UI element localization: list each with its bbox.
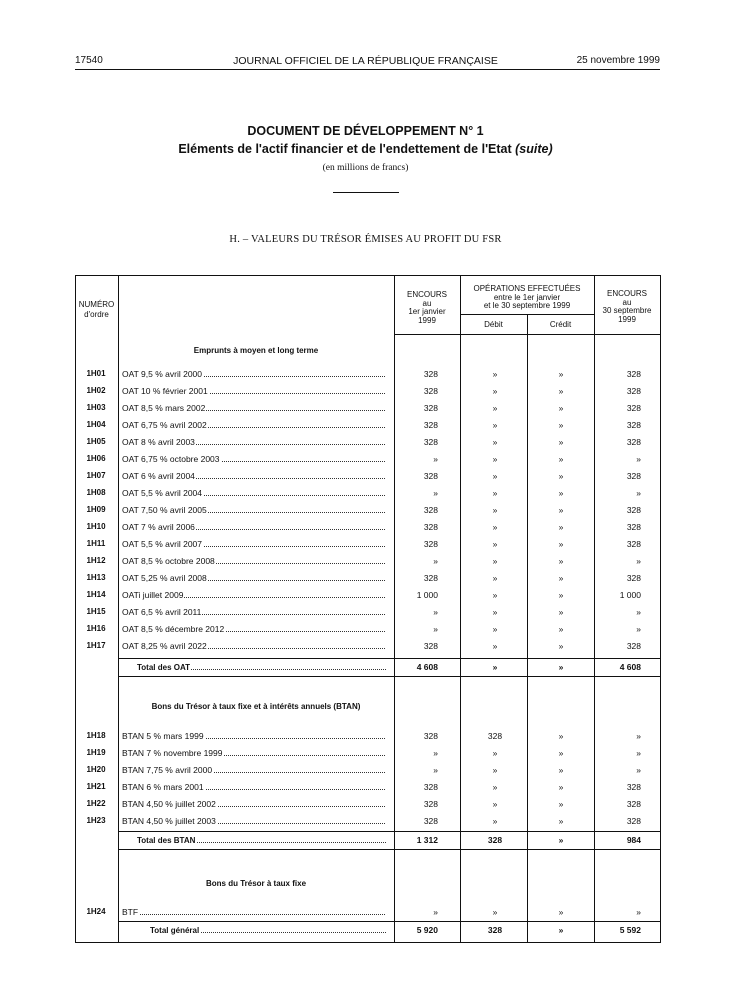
row-code: 1H13 (86, 573, 106, 582)
cell-debit: » (492, 420, 498, 430)
publication-date: 25 novembre 1999 (576, 55, 660, 66)
row-code: 1H08 (86, 488, 106, 497)
cell-debit: » (492, 607, 498, 617)
cell-debit: » (492, 539, 498, 549)
cell-credit: » (558, 539, 564, 549)
cell-debit: » (492, 488, 498, 498)
cell-credit: » (558, 573, 564, 583)
row-label-text: OAT 5,5 % avril 2004 (122, 488, 203, 498)
row-label (122, 385, 387, 397)
column-header-credit: Crédit (549, 320, 572, 329)
cell-credit: » (558, 590, 564, 600)
total-label (150, 924, 388, 936)
row-label-text: OAT 10 % février 2001 (122, 386, 208, 396)
row-code: 1H20 (86, 765, 106, 774)
total-encours-fin: 984 (626, 835, 641, 845)
cell-credit: » (558, 782, 564, 792)
cell-credit: » (558, 386, 564, 396)
total-label-text: Total des BTAN (137, 836, 196, 845)
table-left-rule (75, 275, 76, 942)
subtitle-text: Eléments de l'actif financier et de l'endettement de l'Etat (178, 142, 512, 156)
cell-credit: » (558, 907, 564, 917)
row-label (122, 798, 387, 810)
row-label-text: OAT 6,75 % octobre 2003 (122, 454, 220, 464)
cell-encours-fin: 328 (626, 505, 641, 515)
cell-encours-fin: » (636, 454, 641, 464)
cell-debit: » (492, 556, 498, 566)
row-code: 1H04 (86, 420, 106, 429)
cell-credit: » (558, 748, 564, 758)
cell-encours-debut: 328 (423, 369, 438, 379)
column-header-operations: OPÉRATIONS EFFECTUÉES entre le 1er janvier et le 30 septembre 1999 (473, 284, 581, 310)
cell-credit: » (558, 369, 564, 379)
cell-encours-fin: » (636, 748, 641, 758)
row-label (122, 402, 387, 414)
row-code: 1H24 (86, 907, 106, 916)
group-title: Emprunts à moyen et long terme (193, 346, 319, 355)
document-subtitle (0, 142, 731, 156)
cell-encours-fin: 328 (626, 573, 641, 583)
row-label-text: OAT 8 % avril 2003 (122, 437, 195, 447)
total-debit: 328 (487, 835, 503, 845)
cell-encours-debut: » (433, 454, 438, 464)
cell-encours-fin: 328 (626, 799, 641, 809)
total-label-text: Total des OAT (137, 663, 191, 672)
cell-credit: » (558, 437, 564, 447)
cell-encours-debut: » (433, 556, 438, 566)
cell-encours-fin: » (636, 907, 641, 917)
group-title: Bons du Trésor à taux fixe et à intérêts annuels (BTAN) (151, 702, 361, 711)
cell-credit: » (558, 488, 564, 498)
cell-encours-debut: 328 (423, 782, 438, 792)
cell-credit: » (558, 607, 564, 617)
column-rule (460, 275, 461, 942)
row-code: 1H06 (86, 454, 106, 463)
row-label (122, 815, 387, 827)
operations-split-rule (460, 314, 594, 315)
journal-title: JOURNAL OFFICIEL DE LA RÉPUBLIQUE FRANÇAISE (233, 55, 498, 67)
row-label-text: BTAN 4,50 % juillet 2002 (122, 799, 216, 809)
cell-encours-debut: 328 (423, 641, 438, 651)
cell-encours-fin: 328 (626, 539, 641, 549)
row-label (122, 555, 387, 567)
row-label (122, 453, 387, 465)
cell-encours-fin: 328 (626, 782, 641, 792)
total-rule (118, 921, 660, 922)
cell-credit: » (558, 420, 564, 430)
cell-credit: » (558, 731, 564, 741)
row-code: 1H23 (86, 816, 106, 825)
row-code: 1H15 (86, 607, 106, 616)
row-label (122, 419, 387, 431)
cell-encours-debut: » (433, 607, 438, 617)
cell-credit: » (558, 765, 564, 775)
group-title: Bons du Trésor à taux fixe (205, 879, 307, 888)
cell-encours-fin: » (636, 731, 641, 741)
subtitle-suffix: (suite) (515, 142, 553, 156)
row-label-text: OAT 9,5 % avril 2000 (122, 369, 203, 379)
column-header-encours-debut: ENCOURS au 1er janvier 1999 (406, 290, 447, 325)
total-debit: » (492, 662, 498, 672)
cell-debit: » (492, 369, 498, 379)
cell-credit: » (558, 471, 564, 481)
row-label (122, 781, 387, 793)
column-header-debit: Débit (484, 320, 503, 329)
cell-encours-debut: 328 (423, 573, 438, 583)
cell-debit: » (492, 641, 498, 651)
cell-debit: » (492, 386, 498, 396)
cell-debit: 328 (487, 731, 503, 741)
total-credit: » (558, 925, 564, 935)
row-label-text: OAT 8,5 % octobre 2008 (122, 556, 215, 566)
cell-debit: » (492, 816, 498, 826)
row-code: 1H16 (86, 624, 106, 633)
cell-encours-fin: 328 (626, 437, 641, 447)
cell-encours-fin: » (636, 556, 641, 566)
row-label (122, 538, 387, 550)
cell-debit: » (492, 522, 498, 532)
cell-encours-fin: 328 (626, 641, 641, 651)
total-debit: 328 (487, 925, 503, 935)
cell-debit: » (492, 573, 498, 583)
row-label (122, 436, 387, 448)
row-label (122, 906, 387, 918)
header-bottom-rule (394, 334, 660, 335)
cell-credit: » (558, 799, 564, 809)
total-label-text: Total général (150, 926, 200, 935)
row-label (122, 572, 387, 584)
cell-credit: » (558, 816, 564, 826)
cell-encours-debut: 328 (423, 420, 438, 430)
total-encours-debut: 4 608 (416, 662, 438, 672)
row-code: 1H07 (86, 471, 106, 480)
table-top-rule (75, 275, 661, 276)
cell-encours-debut: » (433, 765, 438, 775)
total-rule (118, 658, 660, 659)
cell-encours-debut: 328 (423, 403, 438, 413)
row-code: 1H18 (86, 731, 106, 740)
row-label-text: OAT 6,5 % avril 2011 (122, 607, 202, 617)
cell-encours-fin: » (636, 765, 641, 775)
title-rule (333, 192, 399, 193)
cell-debit: » (492, 799, 498, 809)
row-code: 1H05 (86, 437, 106, 446)
row-label (122, 589, 387, 601)
cell-debit: » (492, 765, 498, 775)
row-label (122, 504, 387, 516)
cell-debit: » (492, 782, 498, 792)
row-label (122, 623, 387, 635)
column-rule (118, 275, 119, 942)
cell-debit: » (492, 624, 498, 634)
total-encours-fin: 4 608 (619, 662, 641, 672)
row-label-text: BTAN 6 % mars 2001 (122, 782, 204, 792)
cell-debit: » (492, 437, 498, 447)
group-end-rule (118, 849, 660, 850)
row-label-text: OAT 8,5 % mars 2002 (122, 403, 206, 413)
total-label (137, 661, 388, 673)
cell-encours-debut: » (433, 488, 438, 498)
column-header-numero: NUMÉRO d'ordre (78, 300, 115, 319)
row-label-text: OAT 5,5 % avril 2007 (122, 539, 203, 549)
total-credit: » (558, 835, 564, 845)
row-code: 1H11 (86, 539, 106, 548)
cell-credit: » (558, 505, 564, 515)
header-rule (75, 69, 660, 70)
row-label-text: OAT 7 % avril 2006 (122, 522, 195, 532)
row-label-text: BTF (122, 907, 139, 917)
row-label (122, 747, 387, 759)
cell-encours-debut: 328 (423, 471, 438, 481)
column-rule (394, 275, 395, 942)
total-encours-fin: 5 592 (619, 925, 641, 935)
dot-leader (122, 914, 385, 915)
cell-encours-debut: 328 (423, 505, 438, 515)
row-label (122, 730, 387, 742)
document-title: DOCUMENT DE DÉVELOPPEMENT N° 1 (247, 124, 484, 138)
total-label (137, 834, 388, 846)
section-heading: H. – VALEURS DU TRÉSOR ÉMISES AU PROFIT DU FSR (229, 234, 502, 245)
row-code: 1H02 (86, 386, 106, 395)
cell-encours-fin: 1 000 (619, 590, 641, 600)
cell-debit: » (492, 748, 498, 758)
row-code: 1H21 (86, 782, 106, 791)
row-code: 1H19 (86, 748, 106, 757)
row-code: 1H17 (86, 641, 106, 650)
row-label-text: BTAN 7,75 % avril 2000 (122, 765, 213, 775)
row-label-text: BTAN 4,50 % juillet 2003 (122, 816, 216, 826)
cell-encours-fin: 328 (626, 369, 641, 379)
table-bottom-rule (75, 942, 661, 943)
column-header-encours-fin: ENCOURS au 30 septembre 1999 (602, 289, 652, 324)
cell-encours-debut: 328 (423, 816, 438, 826)
row-label-text: OAT 6,75 % avril 2002 (122, 420, 207, 430)
group-end-rule (118, 676, 660, 677)
row-code: 1H12 (86, 556, 106, 565)
cell-encours-fin: 328 (626, 471, 641, 481)
row-label (122, 521, 387, 533)
cell-credit: » (558, 454, 564, 464)
cell-encours-debut: 328 (423, 731, 438, 741)
row-label-text: OATi juillet 2009 (122, 590, 184, 600)
cell-encours-debut: » (433, 624, 438, 634)
column-rule (594, 275, 595, 942)
cell-debit: » (492, 590, 498, 600)
cell-credit: » (558, 403, 564, 413)
row-label-text: OAT 8,25 % avril 2022 (122, 641, 207, 651)
cell-debit: » (492, 471, 498, 481)
cell-encours-fin: 328 (626, 403, 641, 413)
total-rule (118, 831, 660, 832)
row-code: 1H22 (86, 799, 106, 808)
table-right-rule (660, 275, 661, 943)
cell-credit: » (558, 624, 564, 634)
row-label-text: BTAN 7 % novembre 1999 (122, 748, 223, 758)
row-label (122, 606, 387, 618)
cell-encours-fin: 328 (626, 816, 641, 826)
cell-debit: » (492, 454, 498, 464)
unit-note: (en millions de francs) (322, 163, 409, 173)
row-label-text: OAT 5,25 % avril 2008 (122, 573, 207, 583)
cell-credit: » (558, 522, 564, 532)
cell-encours-fin: » (636, 488, 641, 498)
row-label-text: OAT 6 % avril 2004 (122, 471, 195, 481)
row-code: 1H10 (86, 522, 106, 531)
cell-encours-debut: 328 (423, 539, 438, 549)
cell-encours-debut: 328 (423, 799, 438, 809)
cell-credit: » (558, 556, 564, 566)
cell-encours-fin: » (636, 607, 641, 617)
total-credit: » (558, 662, 564, 672)
cell-encours-debut: » (433, 907, 438, 917)
total-encours-debut: 1 312 (416, 835, 438, 845)
cell-encours-fin: 328 (626, 386, 641, 396)
row-code: 1H14 (86, 590, 106, 599)
page-number: 17540 (75, 55, 103, 66)
cell-debit: » (492, 403, 498, 413)
cell-encours-fin: 328 (626, 420, 641, 430)
cell-credit: » (558, 641, 564, 651)
row-code: 1H01 (86, 369, 106, 378)
cell-debit: » (492, 505, 498, 515)
cell-debit: » (492, 907, 498, 917)
row-label-text: OAT 7,50 % avril 2005 (122, 505, 207, 515)
row-label-text: OAT 8,5 % décembre 2012 (122, 624, 225, 634)
cell-encours-fin: 328 (626, 522, 641, 532)
row-code: 1H03 (86, 403, 106, 412)
cell-encours-debut: 328 (423, 437, 438, 447)
cell-encours-debut: » (433, 748, 438, 758)
cell-encours-debut: 328 (423, 522, 438, 532)
row-label-text: BTAN 5 % mars 1999 (122, 731, 204, 741)
cell-encours-debut: 328 (423, 386, 438, 396)
row-label (122, 487, 387, 499)
cell-encours-fin: » (636, 624, 641, 634)
row-label (122, 470, 387, 482)
row-label (122, 764, 387, 776)
total-encours-debut: 5 920 (416, 925, 438, 935)
row-label (122, 640, 387, 652)
row-label (122, 368, 387, 380)
cell-encours-debut: 1 000 (416, 590, 438, 600)
row-code: 1H09 (86, 505, 106, 514)
